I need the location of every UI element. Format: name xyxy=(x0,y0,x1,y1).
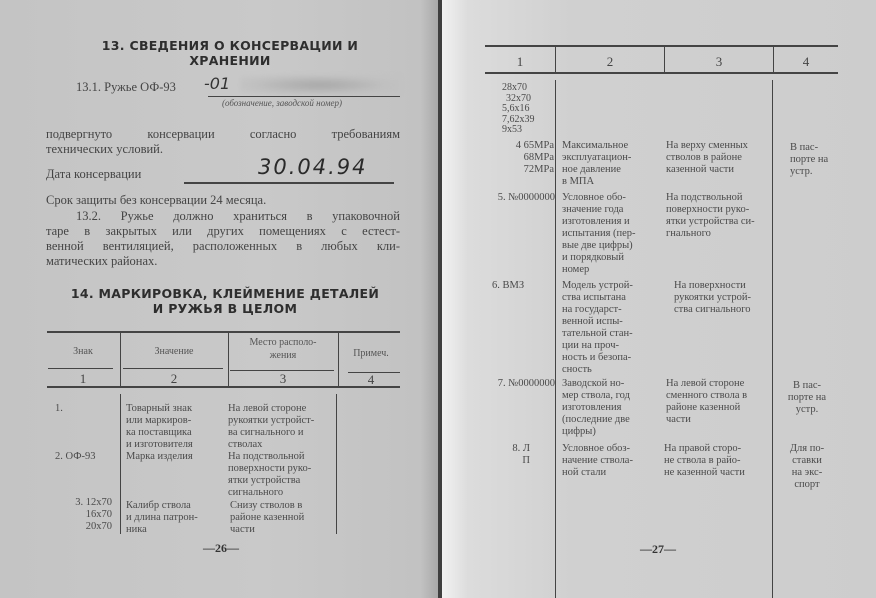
cell-line: Калибр ствола xyxy=(126,500,191,511)
cell-line: порте на xyxy=(790,154,829,165)
cell-line: поверхности руко- xyxy=(666,204,750,215)
right-page xyxy=(442,0,876,598)
table-row-8-sign xyxy=(480,443,530,467)
cell-line: на экс- xyxy=(791,467,823,478)
cell-line: 5,6x16 xyxy=(502,103,530,114)
table-row-2-meaning: Марка изделия xyxy=(126,451,193,462)
serial-caption: (обозначение, заводской номер) xyxy=(222,98,342,108)
cell-line: ной стали xyxy=(562,467,607,478)
cell-line: 72MPa xyxy=(523,164,554,175)
cell-line: ятки устройства си- xyxy=(666,216,755,227)
section-13-title-line2: ХРАНЕНИИ xyxy=(189,53,271,68)
table-top-rule xyxy=(485,45,838,47)
cell-line: На левой стороне xyxy=(666,378,745,389)
table-row-5-location xyxy=(666,192,755,240)
date-underline xyxy=(184,182,394,184)
cell-line: гнального xyxy=(666,228,711,239)
table-row-4-note xyxy=(790,142,828,178)
cell-line: части xyxy=(666,414,691,425)
date-label: Дата консервации xyxy=(46,167,142,181)
table-row-8-meaning xyxy=(562,443,633,479)
table-row-5-sign: 5. №0000000 xyxy=(497,192,555,203)
cell-line: П xyxy=(522,455,530,466)
cell-line: сменного ствола в xyxy=(666,390,748,401)
cell-line: Для по- xyxy=(789,443,825,454)
cell-line: номер xyxy=(562,264,590,275)
redacted-serial xyxy=(240,75,400,95)
cell-line: 7,62x39 xyxy=(502,113,535,125)
table-row-3-location xyxy=(230,500,304,536)
col-num-2: 2 xyxy=(606,54,614,69)
cell-line: районе казенной xyxy=(230,512,305,523)
cell-line: 4 65MPa xyxy=(515,140,554,151)
cell-line: порте на xyxy=(787,392,827,403)
col-header-meaning: Значение xyxy=(154,346,194,357)
item-13-2-line3: венной вентиляцией, расположенных в любых кли- xyxy=(46,239,400,253)
page-number-left: —26— xyxy=(203,541,239,555)
cell-line: цифры) xyxy=(562,426,596,437)
cell-line: мер ствола, год xyxy=(562,390,630,401)
table-top-rule xyxy=(47,331,400,333)
item-13-2-line1: 13.2. Ружье должно храниться в упаковочной xyxy=(76,209,400,223)
cell-line: изготовления xyxy=(562,402,622,413)
cell-line: 3. 12x70 xyxy=(75,497,112,508)
cell-line: рукоятки устройст- xyxy=(228,415,315,426)
cell-line: испытания (пер- xyxy=(562,228,636,239)
table-row-calibers xyxy=(502,83,535,136)
body-divider-3 xyxy=(772,80,773,598)
cell-line: На подствольной xyxy=(666,192,743,203)
section-14-title xyxy=(50,286,400,316)
cell-line: Снизу стволов в xyxy=(230,500,303,511)
cell-line: ства испытана xyxy=(562,292,626,303)
serial-underline xyxy=(208,96,400,97)
cell-line: Товарный знак xyxy=(126,403,193,414)
table-row-4-location xyxy=(666,140,748,176)
table-row-1-location xyxy=(228,403,314,451)
col-header-location-2: жения xyxy=(269,350,297,361)
cell-line: ства сигнального xyxy=(674,304,751,315)
cell-line: ции на проч- xyxy=(562,340,620,351)
col-num-4: 4 xyxy=(367,372,375,387)
table-row-8-note xyxy=(778,443,836,491)
table-row-6-location xyxy=(674,280,751,316)
cell-line: не ствола в райо- xyxy=(664,455,741,466)
cell-line: 9x53 xyxy=(502,124,522,135)
cell-line: Условное обо- xyxy=(562,192,626,203)
cell-line: устр. xyxy=(790,166,813,177)
cell-line: ное давление xyxy=(562,164,621,175)
cell-line: 20x70 xyxy=(85,521,112,532)
table-row-3-sign xyxy=(50,497,112,533)
cell-line: стволов в районе xyxy=(666,152,742,163)
table-row-3-meaning xyxy=(126,500,198,536)
serial-handwritten: -01 xyxy=(204,74,231,93)
cell-line: 68MPa xyxy=(523,152,554,163)
cell-line: начение ствола- xyxy=(562,455,633,466)
cell-line: 28x70 xyxy=(502,82,527,93)
table-row-7-location xyxy=(666,378,747,426)
cell-line: эксплуатацион- xyxy=(562,152,632,163)
cell-line: 16x70 xyxy=(85,509,112,520)
header-divider-3 xyxy=(338,333,339,387)
cell-line: На левой стороне xyxy=(228,403,307,414)
table-row-1-meaning xyxy=(126,403,193,451)
cell-line: и изготовителя xyxy=(126,439,193,450)
table-row-7-note xyxy=(778,380,836,416)
body-divider-1 xyxy=(120,394,121,534)
date-value-handwritten: 30.04.94 xyxy=(258,155,368,179)
cell-line: части xyxy=(230,524,255,535)
section-13-title xyxy=(60,38,400,68)
cell-line: поверхности руко- xyxy=(228,463,312,474)
cell-line: сигнального xyxy=(228,487,284,498)
table-row-2-sign: 2. ОФ-93 xyxy=(55,451,96,462)
cell-line: ка поставщика xyxy=(126,427,192,438)
item-13-2-line2: таре в закрытых или других помещениях с естест- xyxy=(46,224,400,238)
col-num-1: 1 xyxy=(79,371,87,386)
table-row-1-sign: 1. xyxy=(55,403,63,414)
table-row-6-sign: 6. ВМЗ xyxy=(492,280,525,291)
section-13-title-line1: 13. СВЕДЕНИЯ О КОНСЕРВАЦИИ И xyxy=(101,38,359,53)
cell-line: изготовления и xyxy=(562,216,630,227)
cell-line: Модель устрой- xyxy=(562,280,633,291)
cell-line: (последние две xyxy=(562,414,630,425)
cell-line: На поверхности xyxy=(674,280,746,291)
cell-line: Максимальное xyxy=(562,140,629,151)
cell-line: на государст- xyxy=(562,304,622,315)
cell-line: венной испы- xyxy=(562,316,623,327)
cell-line: Условное обоз- xyxy=(562,443,631,454)
cell-line: сность xyxy=(562,364,592,375)
cell-line: 32x70 xyxy=(506,92,531,104)
col-num-3: 3 xyxy=(715,54,723,69)
col-header-sign: Знак xyxy=(73,346,93,357)
cell-line: не казенной части xyxy=(664,467,745,478)
table-header-bottom-rule xyxy=(485,72,838,74)
page-number-right: —27— xyxy=(640,542,676,556)
col-num-4: 4 xyxy=(802,54,810,69)
cell-line: или маркиров- xyxy=(126,415,192,426)
protection-term: Срок защиты без консервации 24 месяца. xyxy=(46,193,267,207)
header-divider-2 xyxy=(228,333,229,387)
cell-line: вые две цифры) xyxy=(562,240,633,251)
cell-line: казенной части xyxy=(666,164,734,175)
cell-line: ятки устройства xyxy=(228,475,301,486)
cell-line: На правой сторо- xyxy=(664,443,742,454)
col-num-1: 1 xyxy=(516,54,524,69)
table-row-4-meaning xyxy=(562,140,631,188)
cell-line: На верху сменных xyxy=(666,140,748,151)
col-header-note: Примеч. xyxy=(353,348,389,359)
table-row-6-meaning xyxy=(562,280,633,376)
cell-line: ника xyxy=(126,524,147,535)
col-num-2: 2 xyxy=(170,371,178,386)
cell-line: тательной стан- xyxy=(562,328,633,339)
header-divider-1 xyxy=(120,333,121,387)
cell-line: и порядковый xyxy=(562,252,624,263)
cell-line: 8. Л xyxy=(512,443,530,454)
item-13-1-line1: подвергнуто консервации согласно требованиям xyxy=(46,127,400,141)
table-row-7-sign: 7. №0000000 xyxy=(497,378,555,389)
cell-line: стволах xyxy=(228,439,263,450)
cell-line: в МПА xyxy=(562,176,595,187)
cell-line: значение года xyxy=(562,204,624,215)
header-sub-rule-2 xyxy=(123,368,223,369)
cell-line: ва сигнального и xyxy=(228,427,304,438)
body-divider-1 xyxy=(555,80,556,598)
cell-line: ставки xyxy=(792,455,822,466)
item-13-1-prefix: 13.1. Ружье ОФ-93 xyxy=(76,80,176,94)
item-13-1-line2: технических условий. xyxy=(46,142,163,156)
table-row-4-sign xyxy=(492,140,554,176)
cell-line: В пас- xyxy=(792,380,822,391)
item-13-2-line4: матических районах. xyxy=(46,254,158,268)
col-num-3: 3 xyxy=(279,371,287,386)
cell-line: спорт xyxy=(794,479,820,490)
table-row-5-meaning xyxy=(562,192,636,276)
table-row-8-location xyxy=(664,443,745,479)
cell-line: В пас- xyxy=(790,142,819,153)
cell-line: устр. xyxy=(795,404,819,415)
header-sub-rule-1 xyxy=(48,368,113,369)
body-divider-3 xyxy=(336,394,337,534)
cell-line: На подствольной xyxy=(228,451,305,462)
cell-line: рукоятки устрой- xyxy=(674,292,751,303)
section-14-title-line2: И РУЖЬЯ В ЦЕЛОМ xyxy=(152,301,298,316)
cell-line: Заводской но- xyxy=(562,378,625,389)
table-row-2-location xyxy=(228,451,311,499)
section-14-title-line1: 14. МАРКИРОВКА, КЛЕЙМЕНИЕ ДЕТАЛЕЙ xyxy=(70,286,380,301)
cell-line: и длина патрон- xyxy=(126,512,198,523)
cell-line: районе казенной xyxy=(666,402,741,413)
col-header-location-1: Место располо- xyxy=(249,337,317,348)
cell-line: ность и безопа- xyxy=(562,352,632,363)
table-row-7-meaning xyxy=(562,378,630,438)
